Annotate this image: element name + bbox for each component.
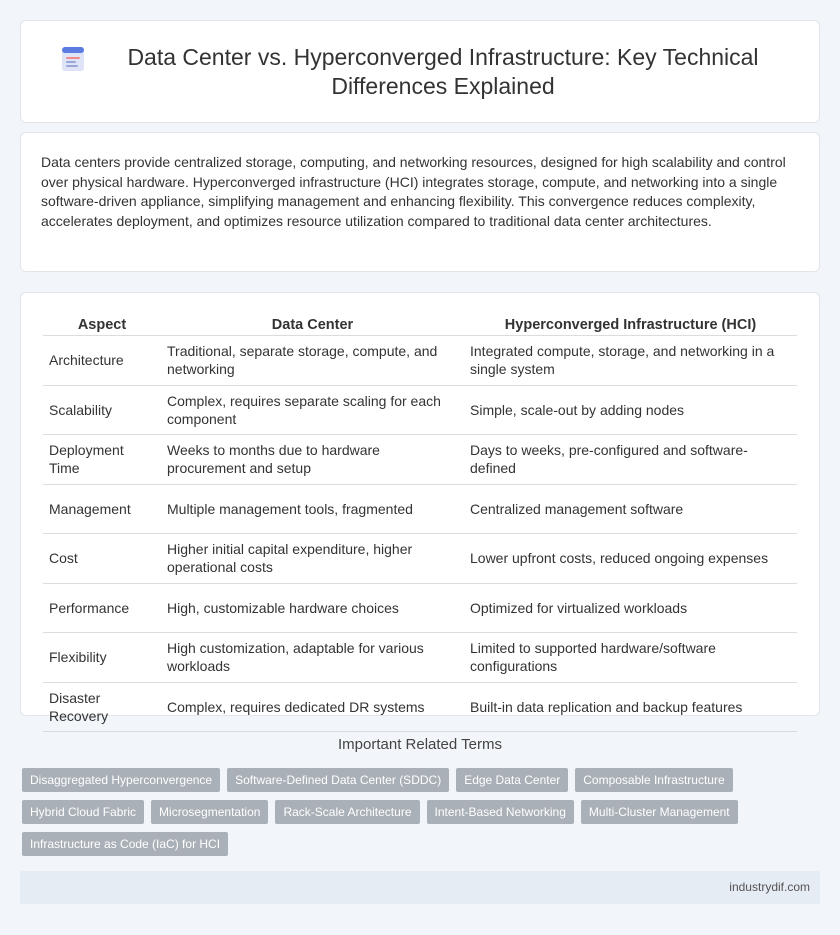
table-row: [43, 682, 797, 732]
table-row: [43, 385, 797, 435]
related-term-tag[interactable]: Rack-Scale Architecture: [275, 800, 419, 824]
footer-site[interactable]: industrydif.com: [729, 880, 810, 894]
related-term-tag[interactable]: Infrastructure as Code (IaC) for HCI: [22, 832, 228, 856]
cell-hci: Centralized management software: [464, 484, 797, 534]
cell-data-center: High, customizable hardware choices: [161, 583, 464, 633]
intro-paragraph: Data centers provide centralized storage, computing, and networking resources, designed for high scalability and control over physical hardware. Hyperconverged infrastructure (HCI) integrates storage, compute, and networking into a single software-driven appliance, simplifying management and enhancing flexibility. This convergence reduces complexity, accelerates deployment, and optimizes resource utilization compared to traditional data center architectures.: [41, 154, 786, 229]
related-term-tag[interactable]: Edge Data Center: [456, 768, 568, 792]
cell-data-center: Higher initial capital expenditure, higher operational costs: [161, 534, 464, 584]
table-row: [43, 633, 797, 683]
table-row: [43, 583, 797, 633]
cell-aspect: Performance: [43, 583, 161, 633]
cell-data-center: Traditional, separate storage, compute, and networking: [161, 336, 464, 386]
footer: [20, 871, 820, 904]
related-term-tag[interactable]: Software-Defined Data Center (SDDC): [227, 768, 449, 792]
cell-aspect: Scalability: [43, 385, 161, 435]
cell-hci: Lower upfront costs, reduced ongoing expenses: [464, 534, 797, 584]
table-row: [43, 336, 797, 386]
table-row: [43, 435, 797, 485]
table-header-row: [43, 313, 797, 336]
header-aspect: Aspect: [43, 313, 161, 336]
cell-data-center: Multiple management tools, fragmented: [161, 484, 464, 534]
comparison-table-card: [20, 292, 820, 724]
cell-hci: Optimized for virtualized workloads: [464, 583, 797, 633]
cell-aspect: Cost: [43, 534, 161, 584]
related-term-tag[interactable]: Microsegmentation: [151, 800, 268, 824]
cell-data-center: Complex, requires dedicated DR systems: [161, 682, 464, 732]
related-terms-title: Important Related Terms: [338, 736, 502, 753]
cell-aspect: Disaster Recovery: [43, 682, 161, 732]
table-row: [43, 484, 797, 534]
comparison-table: [43, 313, 797, 732]
related-term-tag[interactable]: Disaggregated Hyperconvergence: [22, 768, 220, 792]
cell-hci: Built-in data replication and backup features: [464, 682, 797, 732]
cell-aspect: Flexibility: [43, 633, 161, 683]
cell-hci: Simple, scale-out by adding nodes: [464, 385, 797, 435]
document-icon: [61, 45, 85, 73]
header-data-center: Data Center: [161, 313, 464, 336]
table-row: [43, 534, 797, 584]
related-terms-list: [22, 768, 822, 864]
table-body: [43, 336, 797, 732]
cell-hci: Limited to supported hardware/software configurations: [464, 633, 797, 683]
cell-data-center: High customization, adaptable for various workloads: [161, 633, 464, 683]
cell-aspect: Deployment Time: [43, 435, 161, 485]
related-term-tag[interactable]: Hybrid Cloud Fabric: [22, 800, 144, 824]
related-term-tag[interactable]: Intent-Based Networking: [427, 800, 574, 824]
related-term-tag[interactable]: Multi-Cluster Management: [581, 800, 738, 824]
cell-aspect: Architecture: [43, 336, 161, 386]
header-card: [20, 20, 820, 123]
page-title: Data Center vs. Hyperconverged Infrastructure: Key Technical Differences Explained: [127, 43, 759, 99]
intro-card: [20, 132, 820, 272]
cell-hci: Integrated compute, storage, and networking in a single system: [464, 336, 797, 386]
cell-data-center: Weeks to months due to hardware procurement and setup: [161, 435, 464, 485]
header-hci: Hyperconverged Infrastructure (HCI): [464, 313, 797, 336]
cell-data-center: Complex, requires separate scaling for each component: [161, 385, 464, 435]
related-term-tag[interactable]: Composable Infrastructure: [575, 768, 732, 792]
cell-hci: Days to weeks, pre-configured and software-defined: [464, 435, 797, 485]
cell-aspect: Management: [43, 484, 161, 534]
